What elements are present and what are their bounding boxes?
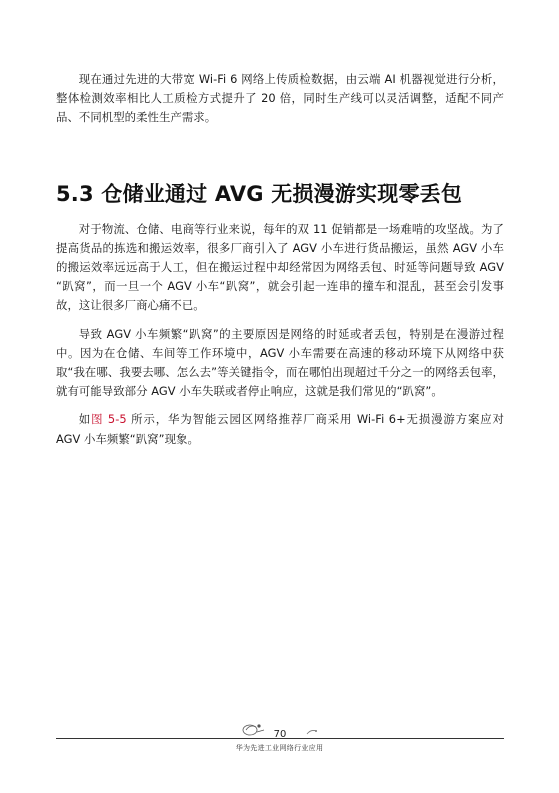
- body-paragraph-1: 对于物流、仓储、电商等行业来说，每年的双 11 促销都是一场难啃的攻坚战。为了提高货品的拣选和搬运效率，很多厂商引入了 AGV 小车进行货品搬运，虽然 AGV 小车的搬运效率远远高于人工，但在搬运过程中却经常因为网络丢包、时延等问题导致 AGV “趴窝”，而一旦一个 AGV 小车“趴窝”，就会引起一连串的撞车和混乱，甚至会引发事故，这让很多厂商心痛不已。: [56, 221, 504, 313]
- page-content: [56, 70, 504, 458]
- publisher-logo-icon: [240, 721, 266, 737]
- paragraph-suffix: 所示，华为智能云园区网络推荐厂商采用 Wi-Fi 6+无损漫游方案应对 AGV 小车频繁“趴窝”现象。: [56, 412, 504, 446]
- section-heading: 5.3 仓储业通过 AVG 无损漫游实现零丢包: [56, 181, 463, 206]
- body-paragraph-3: [56, 410, 504, 448]
- paragraph-prefix: 如: [78, 412, 92, 427]
- page-footer: [0, 718, 559, 778]
- intro-paragraph: 现在通过先进的大带宽 Wi-Fi 6 网络上传质检数据，由云端 AI 机器视觉进行分析，整体检测效率相比人工质检方式提升了 20 倍，同时生产线可以灵活调整，适配不同产品、不同机型的柔性生产需求。: [56, 72, 504, 125]
- footer-divider: [56, 738, 504, 739]
- decoration-icon: [305, 727, 319, 737]
- body-paragraph-2: 导致 AGV 小车频繁“趴窝”的主要原因是网络的时延或者丢包，特别是在漫游过程中。因为在仓储、车间等工作环境中，AGV 小车需要在高速的移动环境下从网络中获取“我在哪、我要去哪、怎么去”等关键指令，而在哪怕出现超过千分之一的网络丢包率，就有可能导致部分 AGV 小车失联或者停止响应，这就是我们常见的“趴窝”。: [56, 326, 504, 399]
- figure-reference-link[interactable]: 图 5-5: [91, 412, 127, 427]
- book-title: 华为先进工业网络行业应用: [235, 744, 324, 752]
- page-number: 70: [273, 729, 287, 740]
